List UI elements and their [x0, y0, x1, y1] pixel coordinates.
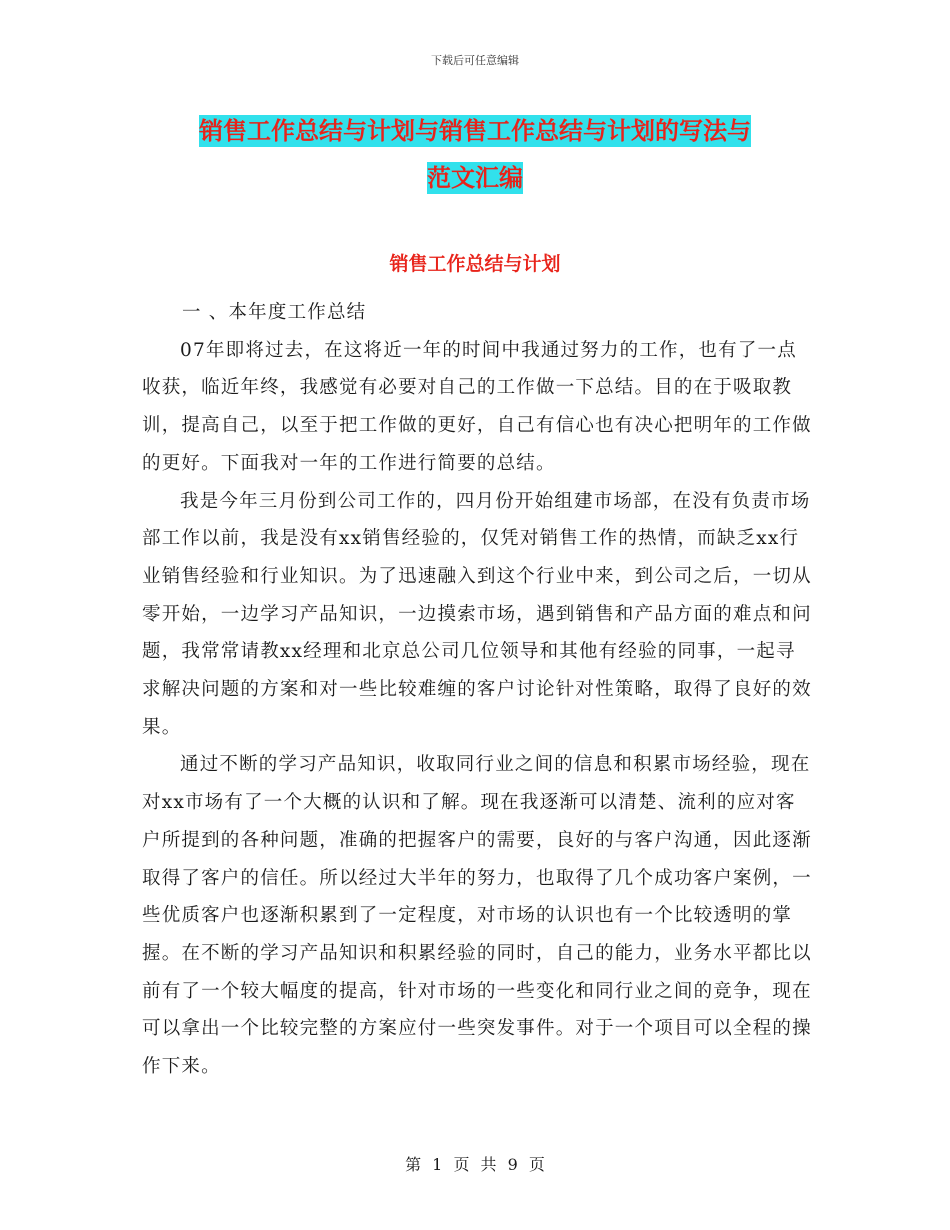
subsection-heading: 一 、本年度工作总结	[182, 302, 367, 323]
paragraph-1: 07年即将过去，在这将近一年的时间中我通过努力的工作，也有了一点收获，临近年终，我感觉有必要对自己的工作做一下总结。目的在于吸取教训，提高自己，以至于把工作做的更好，自己有信心也有决心把明年的工作做的更好。下面我对一年的工作进行简要的总结。	[142, 339, 812, 474]
paragraph-3: 通过不断的学习产品知识，收取同行业之间的信息和积累市场经验，现在对xx市场有了一个大概的认识和了解。现在我逐渐可以清楚、流利的应对客户所提到的各种问题，准确的把握客户的需要，良好的与客户沟通，因此逐渐取得了客户的信任。所以经过大半年的努力，也取得了几个成功客户案例，一些优质客户也逐渐积累到了一定程度，对市场的认识也有一个比较透明的掌握。在不断的学习产品知识和积累经验的同时，自己的能力，业务水平都比以前有了一个较大幅度的提高，针对市场的一些变化和同行业之间的竞争，现在可以拿出一个比较完整的方案应付一些突发事件。对于一个项目可以全程的操作下来。	[142, 754, 812, 1078]
paragraph-2: 我是今年三月份到公司工作的，四月份开始组建市场部，在没有负责市场部工作以前，我是没有xx销售经验的，仅凭对销售工作的热情，而缺乏xx行业销售经验和行业知识。为了迅速融入到这个行业中来，到公司之后，一切从零开始，一边学习产品知识，一边摸索市场，遇到销售和产品方面的难点和问题，我常常请教xx经理和北京总公司几位领导和其他有经验的同事，一起寻求解决问题的方案和对一些比较难缠的客户讨论针对性策略，取得了良好的效果。	[142, 490, 812, 738]
document-title-line2: 范文汇编	[427, 164, 523, 192]
document-title-line1: 销售工作总结与计划与销售工作总结与计划的写法与	[199, 117, 751, 145]
page-number: 第 1 页 共 9 页	[405, 1155, 545, 1174]
section-title: 销售工作总结与计划	[389, 253, 561, 275]
document-body	[142, 294, 814, 1086]
document-title	[150, 108, 800, 202]
header-note: 下载后可任意编辑	[431, 54, 519, 67]
